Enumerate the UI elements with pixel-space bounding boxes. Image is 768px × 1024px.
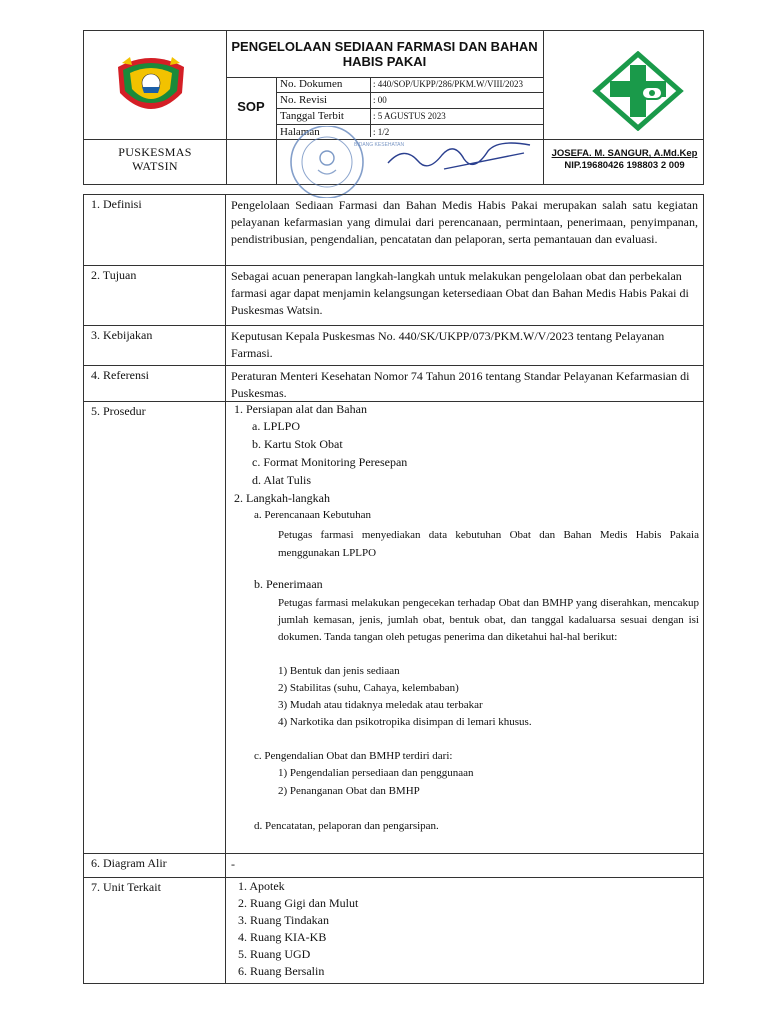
section-label: 7. Unit Terkait [84, 878, 226, 983]
list-item: b. Kartu Stok Obat [252, 437, 343, 451]
section-text: Peraturan Menteri Kesehatan Nomor 74 Tahun 2016 tentang Standar Pelayanan Kefarmasian di Puskesmas. [231, 369, 690, 400]
substep-text: Petugas farmasi menyediakan data kebutuhan Obat dan Bahan Medis Habis Pakaia menggunakan LPLPO [278, 529, 699, 559]
meta-value: : 00 [373, 95, 387, 105]
puskesmas-line: WATSIN [132, 159, 178, 173]
list-item: 6. Ruang Bersalin [238, 964, 325, 978]
section-text: Keputusan Kepala Puskesmas No. 440/SK/UKPP/073/PKM.W/V/2023 tentang Pelayanan Farmasi. [231, 329, 665, 360]
head-name: JOSEFA. M. SANGUR, A.Md.Kep [551, 148, 698, 159]
list-item: c. Format Monitoring Peresepan [252, 455, 408, 469]
section-label: 4. Referensi [84, 366, 226, 401]
section-label: 5. Prosedur [84, 402, 226, 853]
meta-row [277, 77, 543, 93]
section-label: 6. Diagram Alir [84, 854, 226, 877]
prosedur-step: 1. Persiapan alat dan Bahan [234, 402, 367, 416]
list-item: 2) Stabilitas (suhu, Cahaya, kelembaban) [278, 682, 459, 694]
list-item: 1) Bentuk dan jenis sediaan [278, 665, 400, 677]
puskesmas-name [84, 145, 226, 173]
substep-title: c. Pengendalian Obat dan BMHP terdiri dari: [254, 750, 453, 762]
meta-row [277, 93, 543, 109]
section-text: Pengelolaan Sediaan Farmasi dan Bahan Medis Habis Pakai merupakan salah satu kegiatan pelayanan kefarmasian yang dimulai dari perencanaan, permintaan, penerimaan, penyimpanan, pendistribusian, pengendalian, pencatatan dan pelaporan, serta pemantauan dan evaluasi. [231, 198, 698, 246]
substep-text: Petugas farmasi melakukan pengecekan terhadap Obat dan BMHP yang diserahkan, mencakup jumlah kemasan, jenis, jumlah obat, bentuk obat, dan tanggal kadaluarsa sesuai dengan isi dokumen. Tanda tangan oleh petugas penerima dan diketahui hal-hal berikut: [278, 597, 699, 643]
substep-title: a. Perencanaan Kebutuhan [254, 509, 371, 521]
meta-label: No. Revisi [280, 94, 328, 106]
meta-label: Tanggal Terbit [280, 110, 344, 122]
meta-label: Halaman [280, 126, 320, 138]
meta-value: : 440/SOP/UKPP/286/PKM.W/VIII/2023 [373, 79, 524, 89]
section-definisi [84, 195, 703, 266]
list-item: a. LPLPO [252, 419, 300, 433]
list-item: 1. Apotek [238, 879, 285, 893]
section-prosedur [84, 402, 703, 854]
section-text: Sebagai acuan penerapan langkah-langkah untuk melakukan pengelolaan obat dan perbekalan farmasi agar dapat menjamin kelangsungan ketersediaan Obat dan Bahan Medis Habis Pakai di Puskesmas Watsin. [231, 269, 689, 317]
meta-value: : 5 AGUSTUS 2023 [373, 111, 446, 121]
section-label: 3. Kebijakan [84, 326, 226, 365]
sop-content-table [83, 194, 704, 984]
section-label: 2. Tujuan [84, 266, 226, 325]
meta-row [277, 109, 543, 125]
head-signature-block [546, 148, 703, 172]
list-item: d. Alat Tulis [252, 473, 312, 487]
list-item: 3) Mudah atau tidaknya meledak atau terbakar [278, 699, 483, 711]
list-item: 4) Narkotika dan psikotropika disimpan di lemari khusus. [278, 716, 532, 728]
section-referensi [84, 366, 703, 402]
list-item: 5. Ruang UGD [238, 947, 311, 961]
section-diagram-alir [84, 854, 703, 878]
sop-header [83, 30, 704, 185]
signature-icon [384, 139, 534, 179]
head-nip: NIP.19680426 198803 2 009 [564, 160, 685, 171]
list-item: 1) Pengendalian persediaan dan penggunaan [278, 767, 474, 779]
meta-label: No. Dokumen [280, 78, 343, 90]
document-title: PENGELOLAAN SEDIAAN FARMASI DAN BAHAN HABIS PAKAI [231, 39, 538, 69]
regency-logo-icon [112, 53, 190, 121]
substep-title: b. Penerimaan [254, 577, 323, 591]
list-item: 4. Ruang KIA-KB [238, 930, 327, 944]
section-unit-terkait [84, 878, 703, 983]
health-cross-logo-icon [592, 51, 684, 131]
section-text: - [231, 857, 235, 871]
list-item: 2. Ruang Gigi dan Mulut [238, 896, 359, 910]
puskesmas-line: PUSKESMAS [118, 145, 192, 159]
list-item: 2) Penanganan Obat dan BMHP [278, 785, 420, 797]
sop-label: SOP [237, 99, 265, 114]
meta-value: : 1/2 [373, 127, 390, 137]
section-label: 1. Definisi [84, 195, 226, 265]
section-tujuan [84, 266, 703, 326]
stamp-text: BIDANG KESEHATAN [354, 142, 405, 148]
section-kebijakan [84, 326, 703, 366]
prosedur-step: 2. Langkah-langkah [234, 491, 330, 505]
divider [543, 31, 544, 184]
substep-title: d. Pencatatan, pelaporan dan pengarsipan. [254, 820, 439, 832]
list-item: 3. Ruang Tindakan [238, 913, 330, 927]
